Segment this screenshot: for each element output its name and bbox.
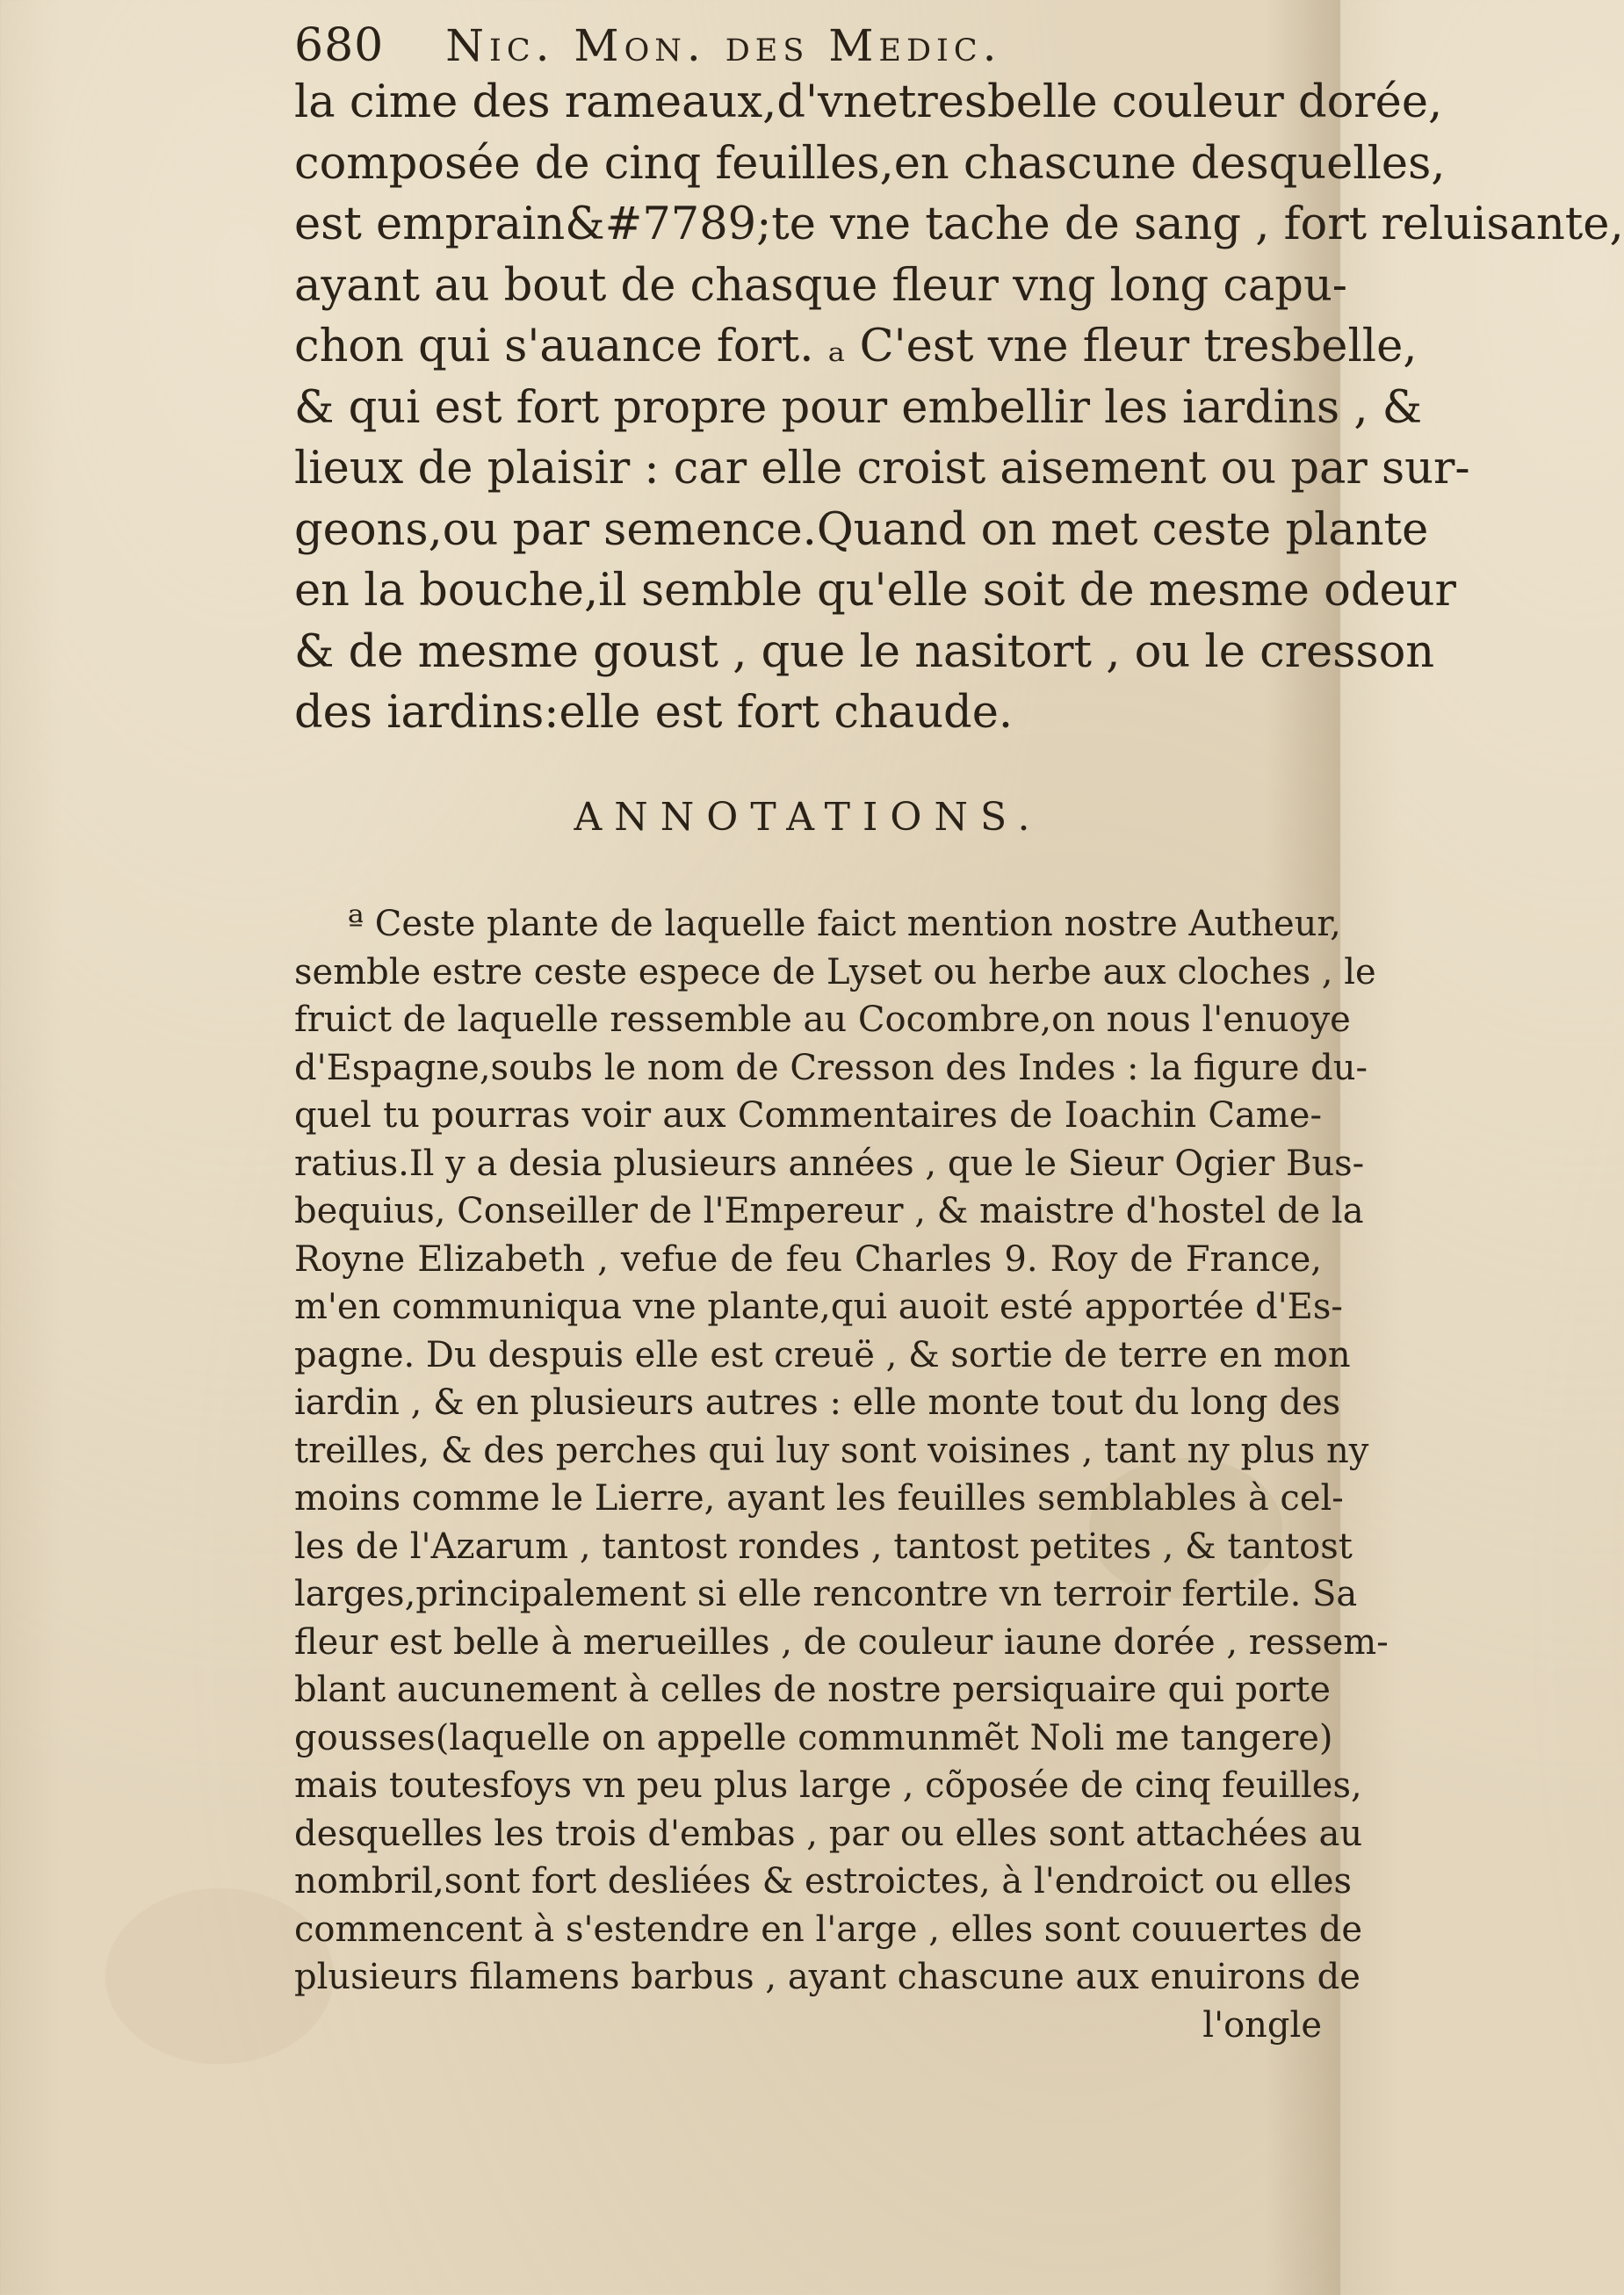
annotation-line: les de l'Azarum , tantost rondes , tantost petites , & tantost (294, 1526, 1353, 1567)
annotations-heading: ANNOTATIONS. (574, 795, 1043, 840)
text-line: lieux de plaisir : car elle croist aisement ou par sur- (294, 443, 1470, 494)
catchword: l'ongle (1202, 2004, 1322, 2046)
page-number: 680 (294, 19, 385, 72)
annotation-line: iardin , & en plusieurs autres : elle monte tout du long des (294, 1382, 1341, 1423)
text-line: des iardins:elle est fort chaude. (294, 687, 1014, 739)
annotation-line: m'en communiqua vne plante,qui auoit esté apportée d'Es- (294, 1287, 1343, 1327)
text-line: en la bouche,il semble qu'elle soit de mesme odeur (294, 565, 1456, 617)
text-line: & de mesme goust , que le nasitort , ou le cresson (294, 625, 1435, 678)
annotation-line: pagne. Du despuis elle est creuë , & sortie de terre en mon (294, 1334, 1351, 1375)
text-line: est emprain&#7789;te vne tache de sang , fort reluisante, (294, 198, 1624, 250)
annotation-line: blant aucunement à celles de nostre persiquaire qui porte (294, 1670, 1331, 1710)
text-line: la cime des rameaux,d'vnetresbelle couleur dorée, (294, 76, 1443, 128)
annotation-line: Royne Elizabeth , vefue de feu Charles 9. Roy de France, (294, 1238, 1322, 1280)
annotation-line: mais toutesfoys vn peu plus large , cõposée de cinq feuilles, (294, 1765, 1362, 1806)
annotation-line: quel tu pourras voir aux Commentaires de Ioachin Came- (294, 1095, 1322, 1136)
annotation-line: moins comme le Lierre, ayant les feuilles semblables à cel- (294, 1478, 1344, 1519)
annotation-line: semble estre ceste espece de Lyset ou herbe aux cloches , le (294, 951, 1376, 992)
annotation-line: larges,principalement si elle rencontre vn terroir fertile. Sa (294, 1574, 1358, 1614)
annotation-line: commencent à s'estendre en l'arge , elles sont couuertes de (294, 1909, 1363, 1950)
annotation-line: desquelles les trois d'embas , par ou elles sont attachées au (294, 1813, 1363, 1854)
annotation-line: fleur est belle à merueilles , de couleur iaune dorée , ressem- (294, 1621, 1389, 1663)
annotation-line: plusieurs filamens barbus , ayant chascune aux enuirons de (294, 1957, 1361, 1997)
text-line: composée de cinq feuilles,en chascune desquelles, (294, 137, 1446, 190)
text-line: geons,ou par semence.Quand on met ceste plante (294, 503, 1429, 556)
annotation-line: d'Espagne,soubs le nom de Cresson des Indes : la figure du- (294, 1047, 1368, 1088)
text-line: & qui est fort propre pour embellir les iardins , & (294, 381, 1423, 434)
annotation-line: gousses(laquelle on appelle communmẽt Noli me tangere) (294, 1717, 1333, 1758)
annotation-line: treilles, & des perches qui luy sont voisines , tant ny plus ny (294, 1430, 1369, 1471)
annotation-line: bequius, Conseiller de l'Empereur , & maistre d'hostel de la (294, 1191, 1364, 1231)
annotations-text (294, 900, 1389, 2049)
main-text (294, 72, 1624, 744)
annotation-line: fruict de laquelle ressemble au Cocombre,on nous l'enuoye (294, 1000, 1351, 1040)
annotation-line: nombril,sont fort desliées & estroictes, à l'endroict ou elles (294, 1861, 1353, 1902)
annotation-line: ratius.Il y a desia plusieurs années , que le Sieur Ogier Bus- (294, 1143, 1365, 1184)
annotation-line: ª Ceste plante de laquelle faict mention nostre Autheur, (347, 904, 1341, 944)
text-line: chon qui s'auance fort. ₐ C'est vne fleur tresbelle, (294, 321, 1418, 372)
text-line: ayant au bout de chasque fleur vng long capu- (294, 259, 1348, 312)
running-head: Nic. Mon. des Medic. (445, 20, 1002, 71)
